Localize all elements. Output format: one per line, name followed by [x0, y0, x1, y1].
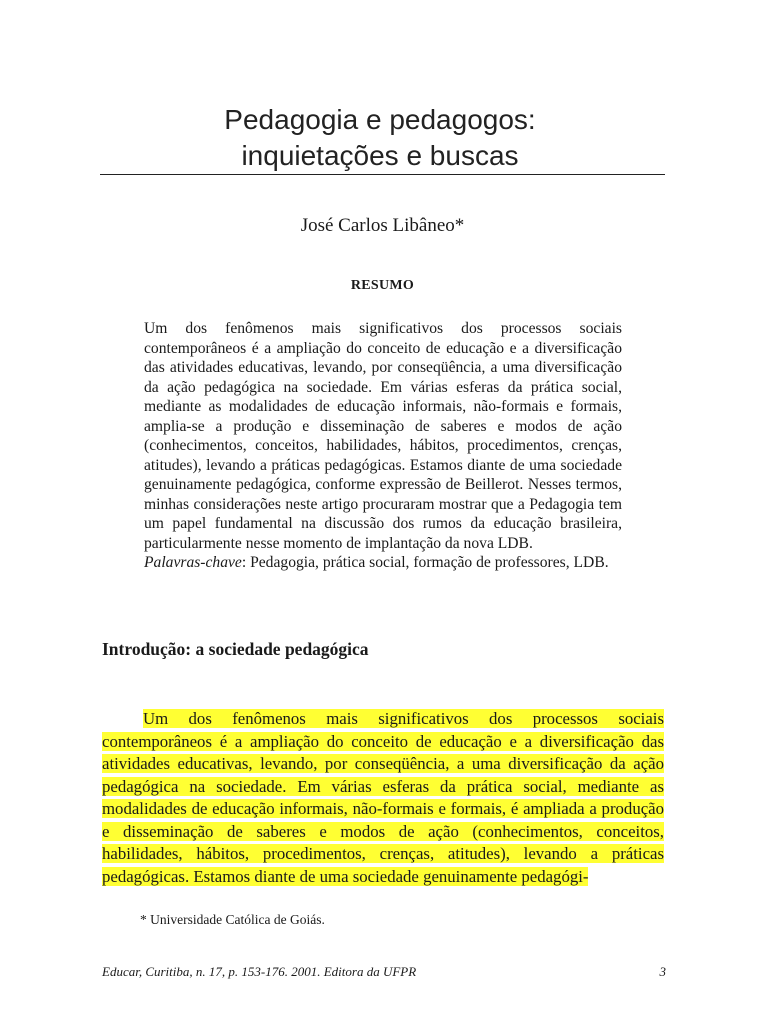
abstract-text: Um dos fenômenos mais significativos dos processos sociais contemporâneos é a ampliação do conceito de educação e a diversificação das atividades educativas, levando, por conseqüência, a uma diversificação da ação pedagógica na sociedade. Em várias esferas da prática social, mediante as modalidades de educação informais, não-formais e formais, amplia-se a produção e disseminação de saberes e modos de ação (conhecimentos, conceitos, habilidades, hábitos, procedimentos, crenças, atitudes), levando a práticas pedagógicas. Estamos diante de uma sociedade genuinamente pedagógica, conforme expressão de Beillerot. Nesses termos, minhas considerações neste artigo procuraram mostrar que a Pedagogia tem um papel fundamental na discussão dos rumos da educação brasileira, particularmente nesse momento de implantação da nova LDB. — [144, 320, 622, 552]
section-heading: Introdução: a sociedade pedagógica — [102, 639, 369, 659]
body-paragraph — [102, 708, 664, 888]
keywords-line — [144, 553, 622, 573]
abstract-heading: RESUMO — [350, 278, 415, 293]
keywords-text: : Pedagogia, prática social, formação de professores, LDB. — [241, 554, 609, 571]
article-title — [100, 102, 660, 174]
article-title-line-2: inquietações e buscas — [241, 140, 519, 171]
footnote: * Universidade Católica de Goiás. — [140, 912, 325, 927]
footer-citation: Educar, Curitiba, n. 17, p. 153-176. 2001. Editora da UFPR — [102, 964, 417, 979]
author-name: José Carlos Libâneo* — [300, 215, 465, 236]
title-divider — [100, 174, 665, 175]
abstract-block — [144, 319, 622, 573]
article-title-line-1: Pedagogia e pedagogos: — [224, 104, 536, 135]
highlighted-text[interactable]: Um dos fenômenos mais significativos dos processos sociais contemporâneos é a ampliação do conceito de educação e a diversificação das atividades educativas, levando, por conseqüência, a uma diversificação da ação pedagógica na sociedade. Em várias esferas da prática social, mediante as modalidades de educação informais, não-formais e formais, é ampliada a produção e disseminação de saberes e modos de ação (conhecimentos, conceitos, habilidades, hábitos, procedimentos, crenças, atitudes), levando a práticas pedagógicas. Estamos diante de uma sociedade genuinamente pedagógi- — [102, 709, 664, 886]
keywords-label: Palavras-chave — [144, 554, 242, 571]
page-number: 3 — [659, 964, 666, 979]
